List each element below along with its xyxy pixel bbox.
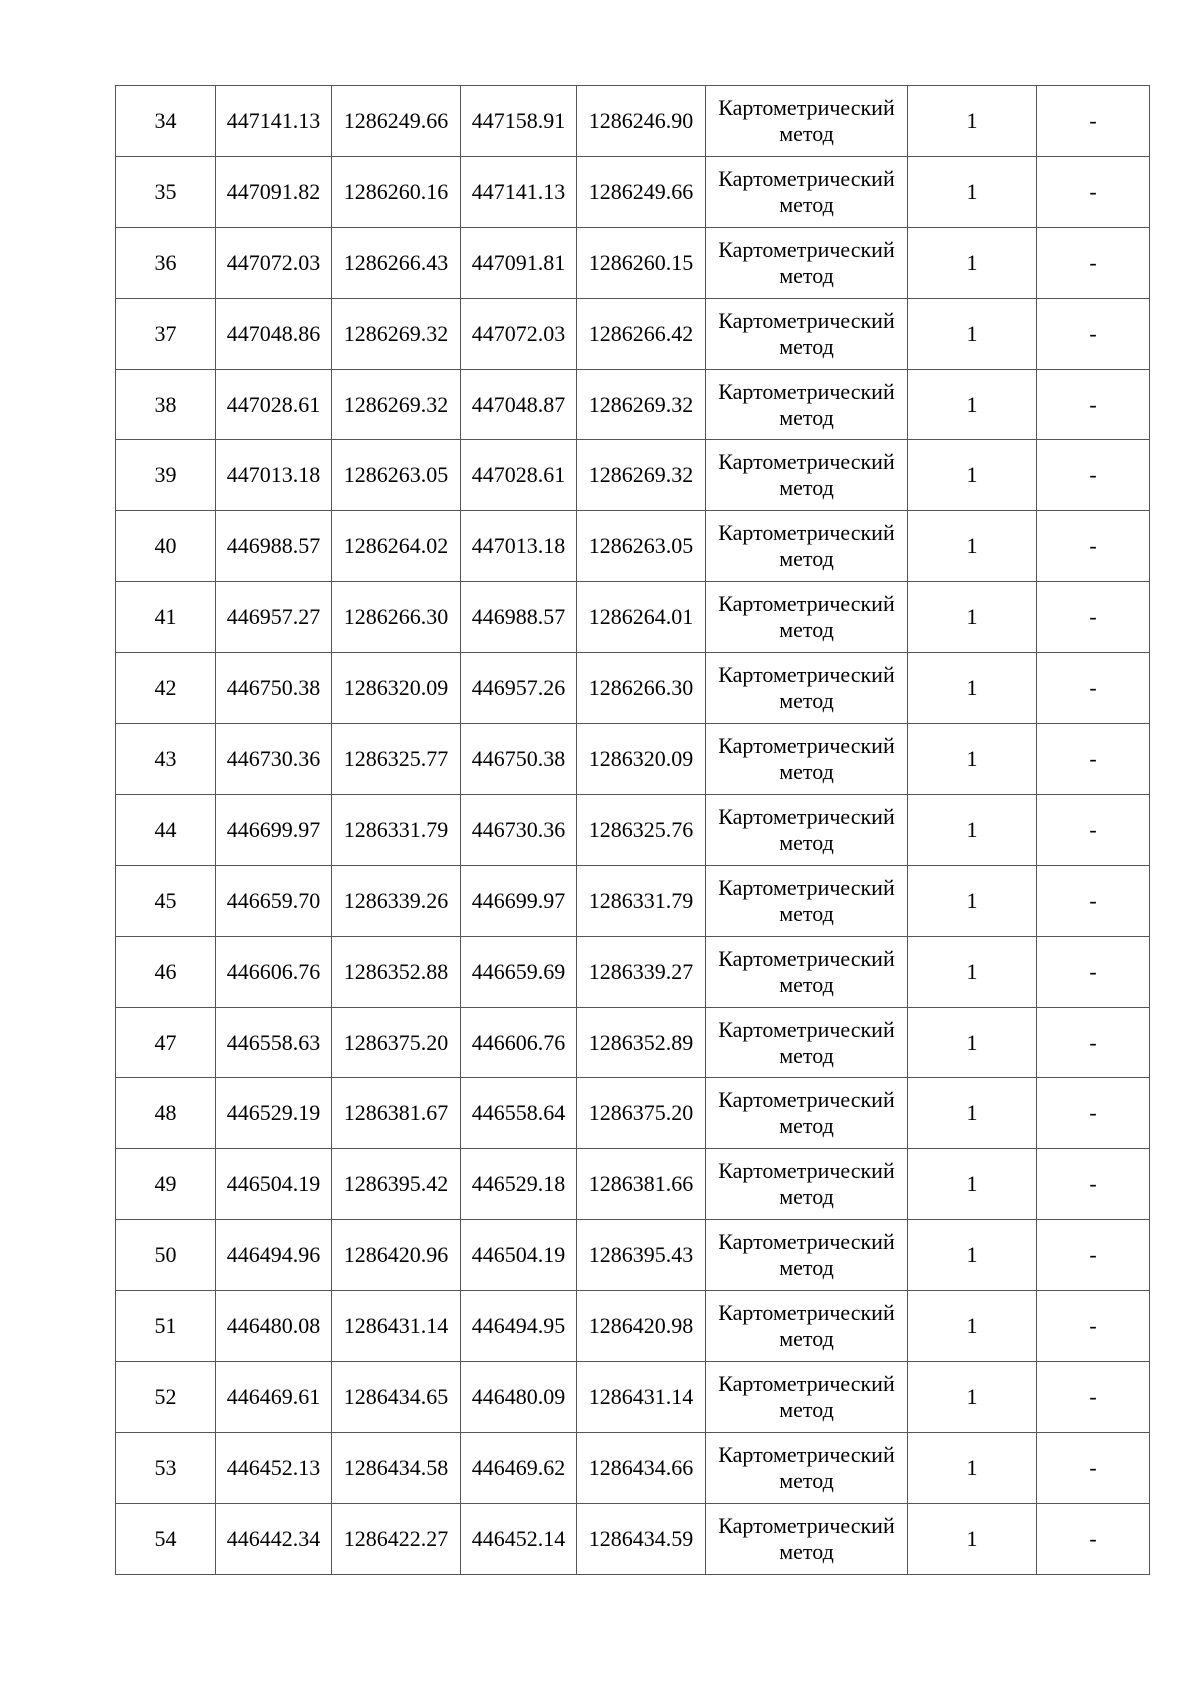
point-number-cell: 35 [116, 156, 216, 227]
y-end-cell: 1286434.59 [577, 1503, 706, 1574]
x-end-cell: 447028.61 [461, 440, 577, 511]
x-start-cell: 447028.61 [216, 369, 332, 440]
x-end-cell: 446494.95 [461, 1291, 577, 1362]
table-row [116, 794, 1150, 865]
method-cell [706, 1078, 908, 1149]
note-cell: - [1037, 1149, 1150, 1220]
method-line-2: метод [779, 120, 834, 146]
point-number-cell: 54 [116, 1503, 216, 1574]
y-start-cell: 1286339.26 [332, 865, 461, 936]
method-line-2: метод [779, 1326, 834, 1352]
y-start-cell: 1286260.16 [332, 156, 461, 227]
accuracy-cell: 1 [908, 794, 1037, 865]
y-start-cell: 1286325.77 [332, 724, 461, 795]
method-line-1: Картометрический [718, 449, 895, 475]
method-cell [706, 298, 908, 369]
accuracy-cell: 1 [908, 1432, 1037, 1503]
y-start-cell: 1286434.58 [332, 1432, 461, 1503]
note-cell: - [1037, 653, 1150, 724]
table-row [116, 298, 1150, 369]
x-start-cell: 446558.63 [216, 1007, 332, 1078]
x-start-cell: 447072.03 [216, 227, 332, 298]
method-line-1: Картометрический [718, 520, 895, 546]
x-start-cell: 447141.13 [216, 86, 332, 157]
method-line-2: метод [779, 617, 834, 643]
method-cell [706, 1503, 908, 1574]
accuracy-cell: 1 [908, 936, 1037, 1007]
point-number-cell: 43 [116, 724, 216, 795]
y-end-cell: 1286381.66 [577, 1149, 706, 1220]
y-end-cell: 1286264.01 [577, 582, 706, 653]
method-cell [706, 1432, 908, 1503]
x-end-cell: 446750.38 [461, 724, 577, 795]
table-row [116, 1291, 1150, 1362]
method-line-2: метод [779, 688, 834, 714]
x-start-cell: 446699.97 [216, 794, 332, 865]
note-cell: - [1037, 1078, 1150, 1149]
point-number-cell: 42 [116, 653, 216, 724]
method-line-2: метод [779, 333, 834, 359]
method-cell [706, 1149, 908, 1220]
x-start-cell: 446494.96 [216, 1220, 332, 1291]
point-number-cell: 38 [116, 369, 216, 440]
y-end-cell: 1286266.30 [577, 653, 706, 724]
method-cell [706, 1220, 908, 1291]
x-start-cell: 446750.38 [216, 653, 332, 724]
x-start-cell: 446452.13 [216, 1432, 332, 1503]
y-end-cell: 1286320.09 [577, 724, 706, 795]
point-number-cell: 40 [116, 511, 216, 582]
point-number-cell: 48 [116, 1078, 216, 1149]
y-end-cell: 1286260.15 [577, 227, 706, 298]
method-cell [706, 1291, 908, 1362]
note-cell: - [1037, 1432, 1150, 1503]
accuracy-cell: 1 [908, 227, 1037, 298]
accuracy-cell: 1 [908, 724, 1037, 795]
method-line-1: Картометрический [718, 1370, 895, 1396]
point-number-cell: 51 [116, 1291, 216, 1362]
x-end-cell: 447072.03 [461, 298, 577, 369]
note-cell: - [1037, 724, 1150, 795]
note-cell: - [1037, 369, 1150, 440]
y-start-cell: 1286422.27 [332, 1503, 461, 1574]
y-start-cell: 1286266.43 [332, 227, 461, 298]
x-end-cell: 446504.19 [461, 1220, 577, 1291]
note-cell: - [1037, 86, 1150, 157]
accuracy-cell: 1 [908, 1078, 1037, 1149]
coordinates-table-wrapper [115, 85, 1150, 1575]
table-row [116, 86, 1150, 157]
method-line-2: метод [779, 1255, 834, 1281]
method-line-1: Картометрический [718, 803, 895, 829]
y-end-cell: 1286420.98 [577, 1291, 706, 1362]
accuracy-cell: 1 [908, 156, 1037, 227]
x-end-cell: 446529.18 [461, 1149, 577, 1220]
x-start-cell: 446442.34 [216, 1503, 332, 1574]
note-cell: - [1037, 511, 1150, 582]
method-line-1: Картометрический [718, 591, 895, 617]
accuracy-cell: 1 [908, 440, 1037, 511]
point-number-cell: 49 [116, 1149, 216, 1220]
note-cell: - [1037, 794, 1150, 865]
method-cell [706, 227, 908, 298]
note-cell: - [1037, 156, 1150, 227]
method-line-1: Картометрический [718, 1229, 895, 1255]
table-row [116, 865, 1150, 936]
method-line-1: Картометрический [718, 165, 895, 191]
method-line-2: метод [779, 900, 834, 926]
x-end-cell: 446699.97 [461, 865, 577, 936]
method-line-1: Картометрический [718, 1016, 895, 1042]
y-start-cell: 1286263.05 [332, 440, 461, 511]
accuracy-cell: 1 [908, 1220, 1037, 1291]
x-end-cell: 447141.13 [461, 156, 577, 227]
method-line-1: Картометрический [718, 378, 895, 404]
x-start-cell: 446988.57 [216, 511, 332, 582]
method-cell [706, 1007, 908, 1078]
note-cell: - [1037, 227, 1150, 298]
table-row [116, 1078, 1150, 1149]
method-line-2: метод [779, 404, 834, 430]
method-line-2: метод [779, 1467, 834, 1493]
table-row [116, 156, 1150, 227]
y-start-cell: 1286249.66 [332, 86, 461, 157]
y-start-cell: 1286264.02 [332, 511, 461, 582]
point-number-cell: 39 [116, 440, 216, 511]
y-end-cell: 1286339.27 [577, 936, 706, 1007]
point-number-cell: 46 [116, 936, 216, 1007]
accuracy-cell: 1 [908, 653, 1037, 724]
coordinates-table [115, 85, 1150, 1575]
y-end-cell: 1286269.32 [577, 369, 706, 440]
y-start-cell: 1286395.42 [332, 1149, 461, 1220]
method-line-2: метод [779, 191, 834, 217]
x-end-cell: 446480.09 [461, 1362, 577, 1433]
method-cell [706, 1362, 908, 1433]
accuracy-cell: 1 [908, 1007, 1037, 1078]
y-start-cell: 1286434.65 [332, 1362, 461, 1433]
method-line-2: метод [779, 546, 834, 572]
method-cell [706, 865, 908, 936]
x-end-cell: 446988.57 [461, 582, 577, 653]
x-end-cell: 447158.91 [461, 86, 577, 157]
y-end-cell: 1286431.14 [577, 1362, 706, 1433]
x-start-cell: 446529.19 [216, 1078, 332, 1149]
table-row [116, 936, 1150, 1007]
method-line-1: Картометрический [718, 1087, 895, 1113]
accuracy-cell: 1 [908, 86, 1037, 157]
x-start-cell: 446480.08 [216, 1291, 332, 1362]
y-end-cell: 1286375.20 [577, 1078, 706, 1149]
y-start-cell: 1286352.88 [332, 936, 461, 1007]
x-start-cell: 446469.61 [216, 1362, 332, 1433]
table-row [116, 1503, 1150, 1574]
method-cell [706, 582, 908, 653]
point-number-cell: 37 [116, 298, 216, 369]
method-line-1: Картометрический [718, 307, 895, 333]
note-cell: - [1037, 440, 1150, 511]
accuracy-cell: 1 [908, 1362, 1037, 1433]
accuracy-cell: 1 [908, 511, 1037, 582]
method-line-1: Картометрический [718, 662, 895, 688]
table-row [116, 1220, 1150, 1291]
point-number-cell: 45 [116, 865, 216, 936]
point-number-cell: 47 [116, 1007, 216, 1078]
note-cell: - [1037, 1220, 1150, 1291]
table-row [116, 1432, 1150, 1503]
method-cell [706, 724, 908, 795]
accuracy-cell: 1 [908, 865, 1037, 936]
note-cell: - [1037, 1362, 1150, 1433]
x-end-cell: 447013.18 [461, 511, 577, 582]
note-cell: - [1037, 1007, 1150, 1078]
accuracy-cell: 1 [908, 1503, 1037, 1574]
x-start-cell: 447048.86 [216, 298, 332, 369]
note-cell: - [1037, 865, 1150, 936]
method-cell [706, 369, 908, 440]
method-cell [706, 511, 908, 582]
note-cell: - [1037, 1291, 1150, 1362]
point-number-cell: 53 [116, 1432, 216, 1503]
y-end-cell: 1286325.76 [577, 794, 706, 865]
y-start-cell: 1286431.14 [332, 1291, 461, 1362]
method-line-2: метод [779, 1184, 834, 1210]
x-start-cell: 447091.82 [216, 156, 332, 227]
y-end-cell: 1286246.90 [577, 86, 706, 157]
y-end-cell: 1286249.66 [577, 156, 706, 227]
x-end-cell: 447048.87 [461, 369, 577, 440]
table-row [116, 1149, 1150, 1220]
point-number-cell: 44 [116, 794, 216, 865]
x-end-cell: 446452.14 [461, 1503, 577, 1574]
y-end-cell: 1286266.42 [577, 298, 706, 369]
method-line-2: метод [779, 262, 834, 288]
point-number-cell: 41 [116, 582, 216, 653]
point-number-cell: 50 [116, 1220, 216, 1291]
table-row [116, 440, 1150, 511]
y-end-cell: 1286331.79 [577, 865, 706, 936]
method-line-2: метод [779, 1538, 834, 1564]
y-end-cell: 1286263.05 [577, 511, 706, 582]
y-start-cell: 1286420.96 [332, 1220, 461, 1291]
x-end-cell: 446606.76 [461, 1007, 577, 1078]
method-line-1: Картометрический [718, 1512, 895, 1538]
accuracy-cell: 1 [908, 298, 1037, 369]
x-start-cell: 446606.76 [216, 936, 332, 1007]
y-end-cell: 1286434.66 [577, 1432, 706, 1503]
x-end-cell: 446659.69 [461, 936, 577, 1007]
method-cell [706, 653, 908, 724]
table-row [116, 1362, 1150, 1433]
table-row [116, 1007, 1150, 1078]
method-cell [706, 936, 908, 1007]
method-cell [706, 440, 908, 511]
accuracy-cell: 1 [908, 582, 1037, 653]
note-cell: - [1037, 936, 1150, 1007]
x-start-cell: 446957.27 [216, 582, 332, 653]
x-start-cell: 446730.36 [216, 724, 332, 795]
method-line-1: Картометрический [718, 874, 895, 900]
method-line-2: метод [779, 1396, 834, 1422]
x-end-cell: 446957.26 [461, 653, 577, 724]
y-end-cell: 1286395.43 [577, 1220, 706, 1291]
method-line-2: метод [779, 971, 834, 997]
table-row [116, 369, 1150, 440]
accuracy-cell: 1 [908, 369, 1037, 440]
method-line-2: метод [779, 829, 834, 855]
point-number-cell: 34 [116, 86, 216, 157]
table-row [116, 227, 1150, 298]
method-line-1: Картометрический [718, 1441, 895, 1467]
method-line-2: метод [779, 758, 834, 784]
note-cell: - [1037, 582, 1150, 653]
y-start-cell: 1286320.09 [332, 653, 461, 724]
method-line-1: Картометрический [718, 945, 895, 971]
x-end-cell: 447091.81 [461, 227, 577, 298]
x-start-cell: 446504.19 [216, 1149, 332, 1220]
table-row [116, 724, 1150, 795]
x-end-cell: 446469.62 [461, 1432, 577, 1503]
x-end-cell: 446730.36 [461, 794, 577, 865]
method-line-1: Картометрический [718, 732, 895, 758]
y-end-cell: 1286269.32 [577, 440, 706, 511]
note-cell: - [1037, 1503, 1150, 1574]
method-line-2: метод [779, 1113, 834, 1139]
method-cell [706, 156, 908, 227]
y-start-cell: 1286331.79 [332, 794, 461, 865]
method-line-1: Картометрический [718, 1158, 895, 1184]
method-cell [706, 86, 908, 157]
method-line-1: Картометрический [718, 236, 895, 262]
accuracy-cell: 1 [908, 1149, 1037, 1220]
method-line-2: метод [779, 475, 834, 501]
table-row [116, 582, 1150, 653]
y-start-cell: 1286375.20 [332, 1007, 461, 1078]
y-start-cell: 1286269.32 [332, 298, 461, 369]
x-start-cell: 447013.18 [216, 440, 332, 511]
accuracy-cell: 1 [908, 1291, 1037, 1362]
table-row [116, 511, 1150, 582]
y-start-cell: 1286266.30 [332, 582, 461, 653]
y-start-cell: 1286269.32 [332, 369, 461, 440]
x-start-cell: 446659.70 [216, 865, 332, 936]
y-start-cell: 1286381.67 [332, 1078, 461, 1149]
table-row [116, 653, 1150, 724]
y-end-cell: 1286352.89 [577, 1007, 706, 1078]
method-cell [706, 794, 908, 865]
point-number-cell: 36 [116, 227, 216, 298]
x-end-cell: 446558.64 [461, 1078, 577, 1149]
note-cell: - [1037, 298, 1150, 369]
method-line-2: метод [779, 1042, 834, 1068]
point-number-cell: 52 [116, 1362, 216, 1433]
method-line-1: Картометрический [718, 1300, 895, 1326]
table-body [116, 86, 1150, 1575]
method-line-1: Картометрический [718, 94, 895, 120]
